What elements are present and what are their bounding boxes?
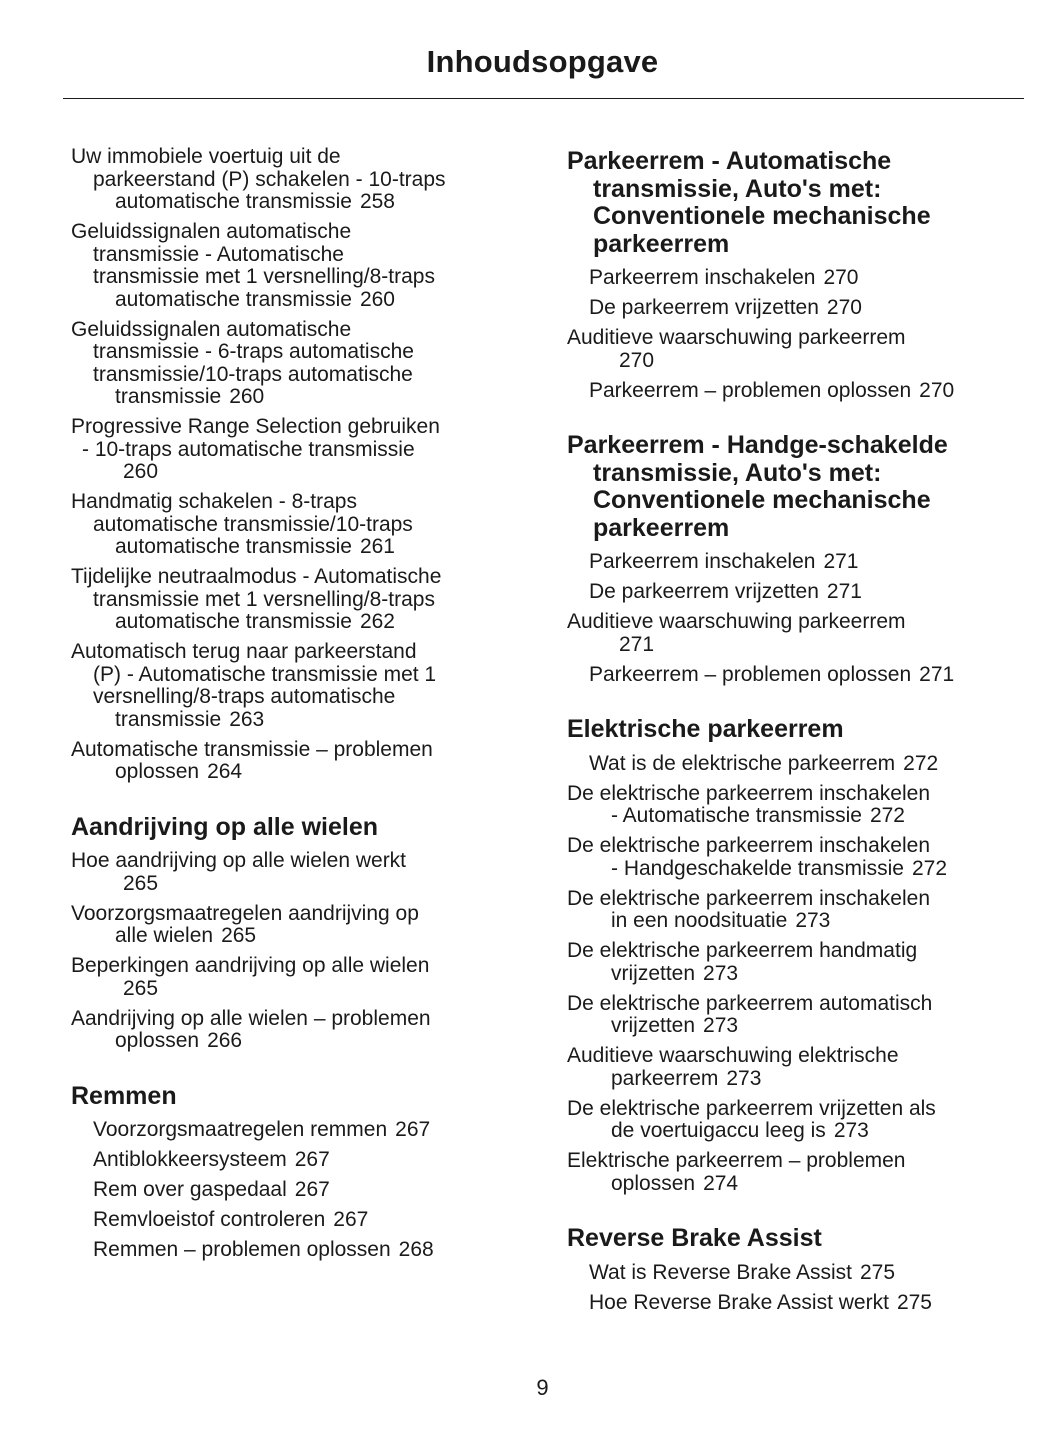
page-ref: 265 [123,871,159,895]
toc-entry[interactable]: De elektrische parkeerrem inschakelen - Handgeschakelde transmissie 272 [567,834,948,880]
page-ref: 261 [359,535,395,558]
page-ref: 270 [619,348,655,372]
toc-entry[interactable]: Remmen – problemen oplossen 268 [93,1238,434,1261]
page-ref: 262 [359,610,395,633]
toc-entry[interactable]: Voorzorgsmaatregelen aandrijving op alle wielen 265 [71,901,419,947]
page-ref: 270 [826,296,862,319]
toc-entry[interactable]: Voorzorgsmaatregelen remmen 267 [93,1118,431,1141]
title-divider [63,98,1024,99]
toc-entry[interactable]: Parkeerrem – problemen oplossen 270 [589,378,955,402]
toc-entry[interactable]: De parkeerrem vrijzetten 270 [589,296,862,319]
toc-entry[interactable]: Auditieve waarschuwing parkeerrem 270 [567,326,906,372]
toc-entry[interactable]: De elektrische parkeerrem vrijzetten als de voertuigaccu leeg is 273 [567,1096,936,1142]
toc-entry[interactable]: Rem over gaspedaal 267 [93,1178,330,1201]
page-ref: 264 [207,760,243,783]
toc-entry[interactable]: Beperkingen aandrijving op alle wielen 265 [71,954,430,1000]
page-ref: 270 [823,266,859,289]
page-ref: 272 [911,856,948,880]
section-heading: Aandrijving op alle wielen [71,812,379,841]
page-ref: 271 [823,550,859,573]
section-heading: Remmen [71,1081,177,1110]
toc-entry[interactable]: Remvloeistof controleren 267 [93,1208,369,1231]
toc-entry[interactable]: Parkeerrem – problemen oplossen 271 [589,662,955,686]
page-ref: 265 [221,924,257,947]
page-ref: 275 [859,1260,896,1284]
toc-right-column [567,146,1015,1322]
toc-entry[interactable]: Hoe Reverse Brake Assist werkt 275 [589,1290,932,1314]
toc-entry[interactable]: Automatisch terug naar parkeerstand (P) - Automatische transmissie met 1 versnelling/8-traps automatische transmissie 263 [71,640,437,731]
toc-entry[interactable]: Wat is Reverse Brake Assist 275 [589,1260,896,1284]
toc-entry[interactable]: De elektrische parkeerrem handmatig vrijzetten 273 [567,939,918,985]
page-number: 9 [536,1375,549,1400]
page-ref: 272 [869,804,905,827]
page-ref: 258 [359,190,395,213]
toc-entry[interactable]: Handmatig schakelen - 8-traps automatische transmissie/10-traps automatische transmissie 261 [71,490,413,558]
page-ref: 260 [229,385,265,408]
toc-entry[interactable]: Geluidssignalen automatische transmissie - Automatische transmissie met 1 versnelling/8-traps automatische transmissie 260 [71,220,435,311]
page-ref: 260 [123,460,159,483]
page-ref: 272 [903,751,939,775]
page-ref: 267 [294,1178,330,1201]
toc-entry[interactable]: De elektrische parkeerrem automatisch vrijzetten 273 [567,991,933,1037]
section-heading: Elektrische parkeerrem [567,715,844,743]
page-ref: 273 [833,1119,869,1142]
toc-left-column [71,146,519,1269]
page-ref: 263 [229,707,265,731]
page-ref: 265 [123,976,159,1000]
page-ref: 273 [703,961,739,985]
page-ref: 273 [726,1066,762,1090]
toc-entry[interactable]: Hoe aandrijving op alle wielen werkt 265 [71,849,407,895]
toc-entry[interactable]: Progressive Range Selection gebruiken - 10-traps automatische transmissie 260 [71,415,440,483]
toc-entry[interactable]: Antiblokkeersysteem 267 [93,1148,330,1171]
page-ref: 271 [619,632,655,656]
section-heading: Parkeerrem - Handge-schakelde transmissie, Auto's met: Conventionele mechanische parkeerrem [567,431,948,542]
page-ref: 260 [359,287,395,311]
page-ref: 274 [703,1171,739,1195]
page-ref: 267 [395,1118,431,1141]
toc-entry[interactable]: De parkeerrem vrijzetten 271 [589,580,862,603]
page-ref: 267 [333,1208,369,1231]
page-ref: 273 [795,909,831,932]
toc-entry[interactable]: Automatische transmissie – problemen oplossen 264 [71,737,433,783]
page-ref: 266 [207,1029,243,1052]
toc-entry[interactable]: Auditieve waarschuwing parkeerrem 271 [567,610,906,656]
toc-entry[interactable]: Aandrijving op alle wielen – problemen oplossen 266 [71,1006,431,1052]
toc-entry[interactable]: Parkeerrem inschakelen 271 [589,550,859,573]
toc-entry[interactable]: Geluidssignalen automatische transmissie - 6-traps automatische transmissie/10-traps automatische transmissie 260 [71,317,414,408]
section-heading: Parkeerrem - Automatische transmissie, Auto's met: Conventionele mechanische parkeerrem [567,147,931,258]
toc-entry[interactable]: Elektrische parkeerrem – problemen oplossen 274 [567,1149,906,1195]
page-title: Inhoudsopgave [426,44,659,79]
page-ref: 271 [919,662,955,686]
page-ref: 275 [896,1290,932,1314]
section-heading: Reverse Brake Assist [567,1224,822,1252]
toc-entry[interactable]: Auditieve waarschuwing elektrische parkeerrem 273 [567,1044,899,1090]
page-ref: 268 [398,1238,434,1261]
page-ref: 267 [294,1148,330,1171]
toc-entry[interactable]: Parkeerrem inschakelen 270 [589,266,859,289]
page-ref: 271 [826,580,862,603]
page-ref: 270 [919,378,955,402]
toc-entry[interactable]: De elektrische parkeerrem inschakelen in een noodsituatie 273 [567,886,930,932]
toc-entry[interactable]: Wat is de elektrische parkeerrem 272 [589,751,939,775]
toc-entry[interactable]: De elektrische parkeerrem inschakelen - Automatische transmissie 272 [567,781,930,827]
page-ref: 273 [703,1014,739,1037]
toc-entry[interactable]: Tijdelijke neutraalmodus - Automatische transmissie met 1 versnelling/8-traps automatische transmissie 262 [71,565,442,633]
toc-entry[interactable]: Uw immobiele voertuig uit de parkeerstand (P) schakelen - 10-traps automatische transmissie 258 [71,145,446,213]
